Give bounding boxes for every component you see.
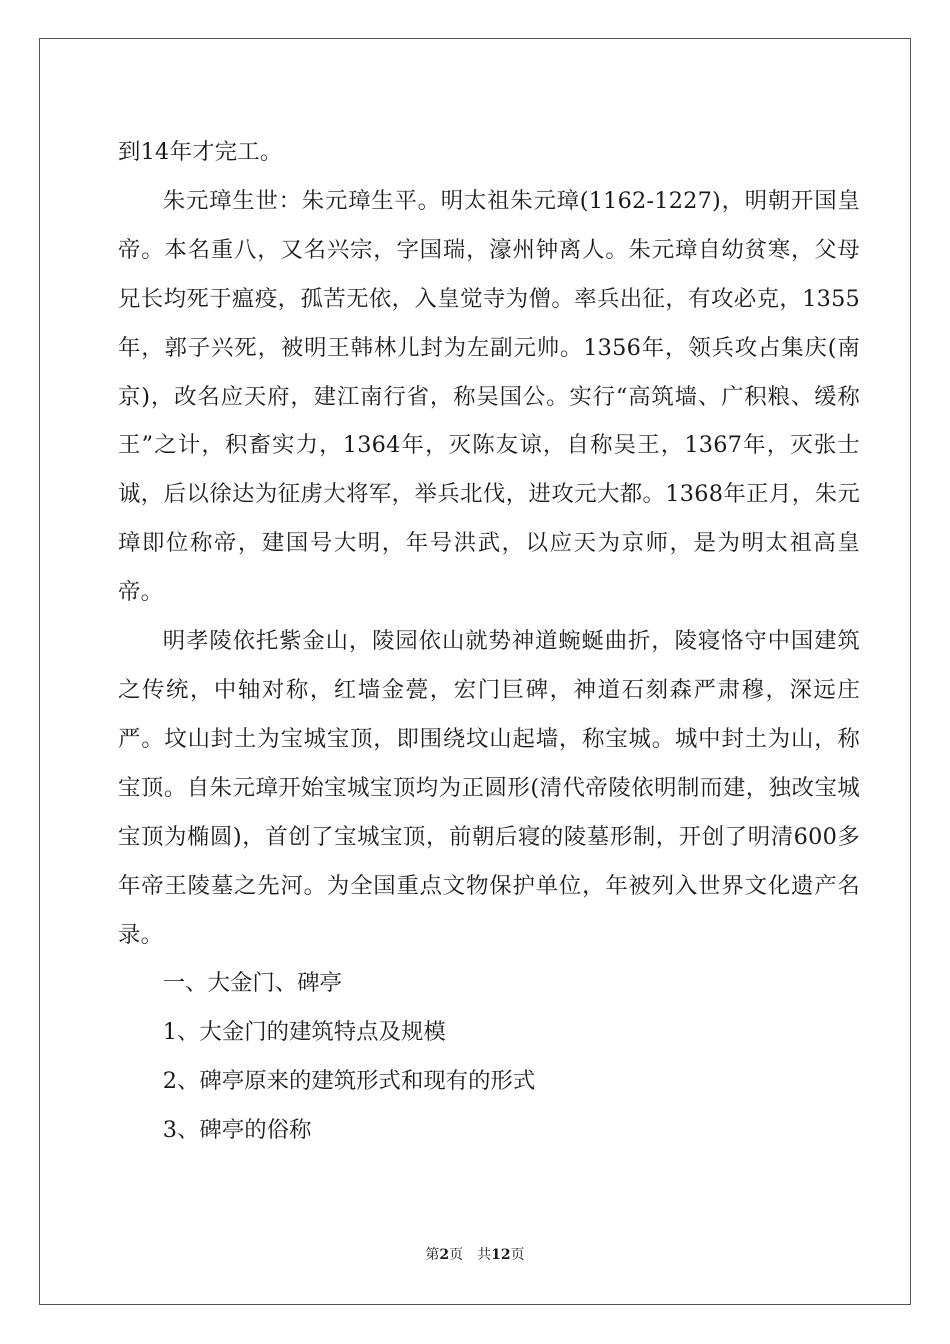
outline-item-3: 3、碑亭的俗称: [162, 1117, 312, 1144]
paragraph-zhu-yuanzhang-biography: 朱元璋生世：朱元璋生平。明太祖朱元璋(1162-1227)，明朝开国皇帝。本名重八，又名兴宗，字国瑞，濠州钟离人。朱元璋自幼贫寒，父母兄长均死于瘟疫，孤苦无依，入皇觉寺为僧。率兵出征，有攻必克，1355年，郭子兴死，被明王韩林儿封为左副元帅。1356年，领兵攻占集庆(南京)，改名应天府，建江南行省，称吴国公。实行“高筑墙、广积粮、缓称王”之计，积畜实力，1364年，灭陈友谅，自称吴王，1367年，灭张士诚，后以徐达为征虏大将军，举兵北伐，进攻元大都。1368年正月，朱元璋即位称帝，建国号大明，年号洪武，以应天为京师，是为明太祖高皇帝。: [118, 187, 860, 606]
page-prefix: 第: [425, 1247, 440, 1263]
total-suffix: 页: [510, 1247, 525, 1263]
current-page-number: 2: [439, 1247, 450, 1263]
total-page-number: 12: [491, 1247, 511, 1263]
paragraph-ming-xiaoling-description: 明孝陵依托紫金山，陵园依山就势神道蜿蜒曲折，陵寝恪守中国建筑之传统，中轴对称，红墙金甍，宏门巨碑，神道石刻森严肃穆，深远庄严。坟山封土为宝城宝顶，即围绕坟山起墙，称宝城。城中封土为山，称宝顶。自朱元璋开始宝城宝顶均为正圆形(清代帝陵依明制而建，独改宝城宝顶为椭圆)，首创了宝城宝顶，前朝后寝的陵墓形制，开创了明清600多年帝王陵墓之先河。为全国重点文物保护单位，年被列入世界文化遗产名录。: [118, 628, 860, 948]
outline-heading-1: 一、大金门、碑亭: [162, 970, 342, 997]
page-footer: [0, 1246, 950, 1264]
paragraph-continuation: 到14年才完工。: [118, 139, 283, 165]
page-suffix: 页: [449, 1247, 464, 1263]
outline-item-2: 2、碑亭原来的建筑形式和现有的形式: [162, 1068, 536, 1095]
outline-item-1: 1、大金门的建筑特点及规模: [162, 1019, 446, 1046]
document-body: [118, 128, 860, 1155]
total-prefix: 共: [477, 1247, 492, 1263]
